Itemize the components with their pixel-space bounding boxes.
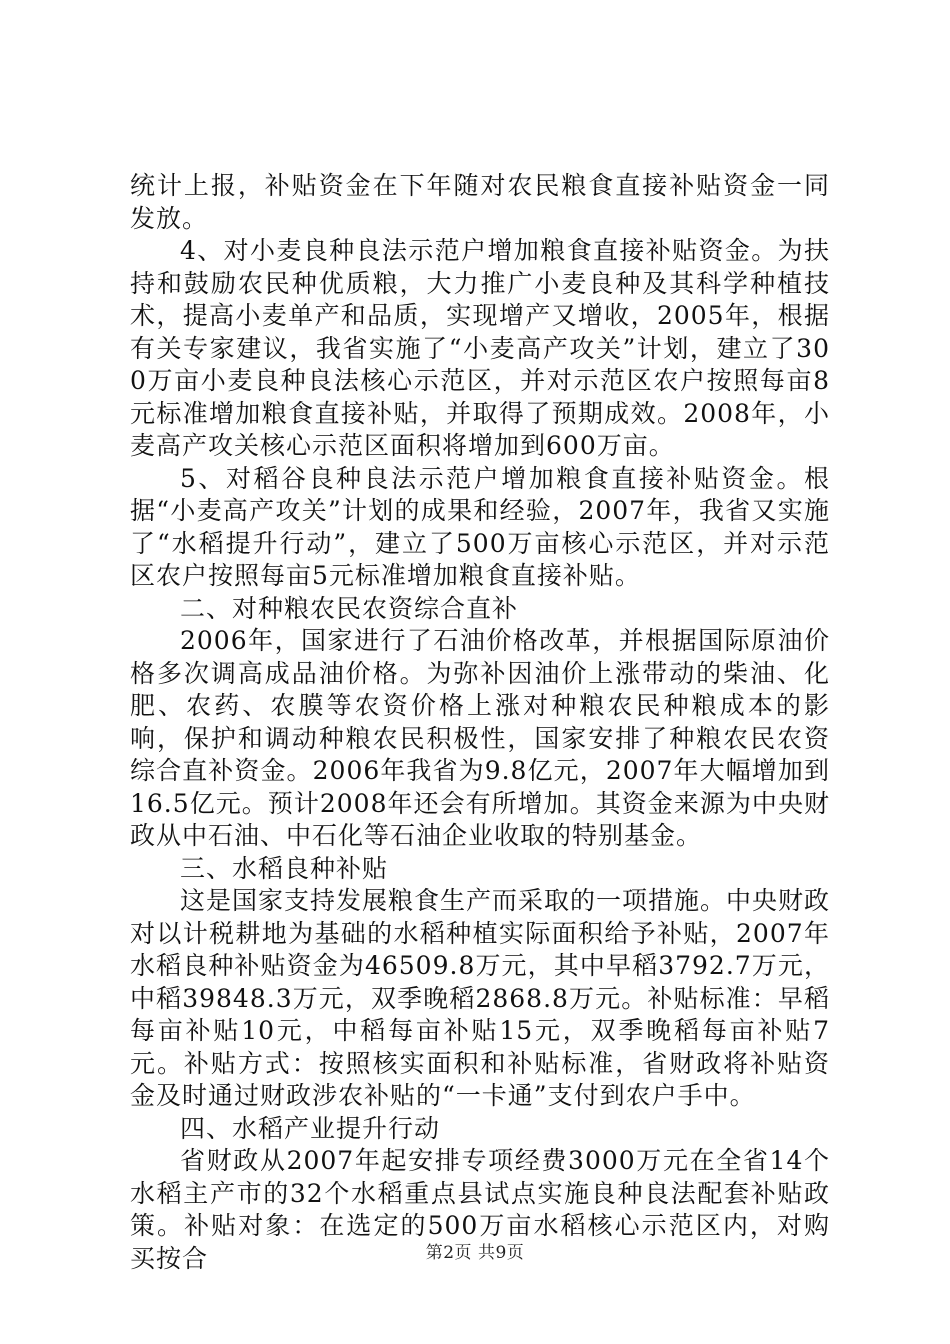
section-heading-3: 三、水稻良种补贴 [180,853,389,883]
paragraph-rice-industry-upgrade: 省财政从2007年起安排专项经费3000万元在全省14个水稻主产市的32个水稻重点县试点实施良种良法配套补贴政策。补贴对象：在选定的500万亩水稻核心示范区内，对购买按合 [130,1146,830,1273]
paragraph-rice-seed-subsidy: 这是国家支持发展粮食生产而采取的一项措施。中央财政对以计税耕地为基础的水稻种植实际面积给予补贴，2007年水稻良种补贴资金为46509.8万元，其中早稻3792.7万元，中稻39848.3万元，双季晚稻2868.8万元。补贴标准：早稻每亩补贴10元，中稻每亩补贴15元，双季晚稻每亩补贴7元。补贴方式：按照核实面积和补贴标准，省财政将补贴资金及时通过财政涉农补贴的“一卡通”支付到农户手中。 [130,886,831,1110]
paragraph-item-4-wheat-subsidy: 4、对小麦良种良法示范户增加粮食直接补贴资金。为扶持和鼓励农民种优质粮，大力推广小麦良种及其科学种植技术，提高小麦单产和品质，实现增产又增收，2005年，根据有关专家建议，我省实施了“小麦高产攻关”计划，建立了300万亩小麦良种良法核心示范区，并对示范区农户按照每亩8元标准增加粮食直接补贴，并取得了预期成效。2008年，小麦高产攻关核心示范区面积将增加到600万亩。 [130,236,830,460]
page-number-footer: 第2页 共9页 [425,1243,525,1263]
paragraph-item-5-rice-subsidy: 5、对稻谷良种良法示范户增加粮食直接补贴资金。根据“小麦高产攻关”计划的成果和经验，2007年，我省又实施了“水稻提升行动”，建立了500万亩核心示范区，并对示范区农户按照每亩5元标准增加粮食直接补贴。 [130,463,830,590]
section-heading-4: 四、水稻产业提升行动 [180,1113,441,1143]
section-heading-2: 二、对种粮农民农资综合直补 [180,593,519,623]
document-body [130,170,830,1275]
paragraph-continuation: 统计上报，补贴资金在下年随对农民粮食直接补贴资金一同发放。 [130,171,830,233]
paragraph-agri-input-subsidy: 2006年，国家进行了石油价格改革，并根据国际原油价格多次调高成品油价格。为弥补因油价上涨带动的柴油、化肥、农药、农膜等农资价格上涨对种粮农民种粮成本的影响，保护和调动种粮农民积极性，国家安排了种粮农民农资综合直补资金。2006年我省为9.8亿元，2007年大幅增加到16.5亿元。预计2008年还会有所增加。其资金来源为中央财政从中石油、中石化等石油企业收取的特别基金。 [130,626,830,850]
